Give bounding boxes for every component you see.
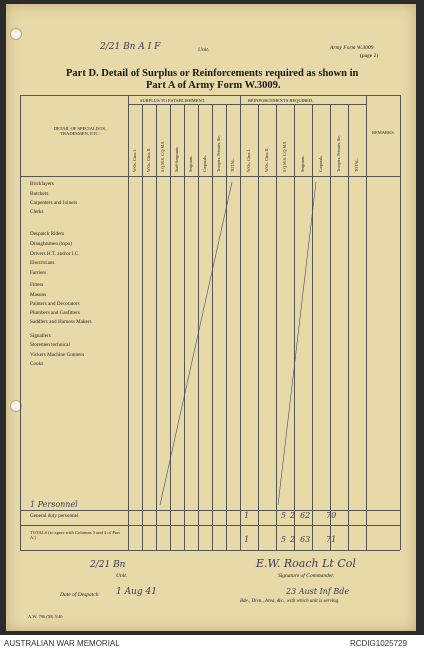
reinforcement-col-header: Sergeants. <box>300 155 305 172</box>
surplus-col-header: W.Os. Class II. <box>146 147 151 172</box>
general-duty-value: 62 <box>300 511 311 520</box>
remarks-header: REMARKS. <box>372 130 395 135</box>
row-label: Masons <box>30 292 47 298</box>
unit-label: Unit. <box>198 47 210 53</box>
date-label: Date of Despatch <box>60 592 99 598</box>
commander-signature: E.W. Roach Lt Col <box>256 557 356 570</box>
totals-value: 71 <box>326 535 337 544</box>
row-label: Draughtsmen (topo) <box>30 241 72 247</box>
row-label: Despatch Riders <box>30 231 65 237</box>
page-number: (page 2) <box>360 53 379 59</box>
archive-id: RCDIG1025729 <box>350 639 407 648</box>
general-duty-value: 1 <box>244 511 250 520</box>
row-label: Electricians <box>30 260 55 266</box>
row-label: Carpenters and Joiners <box>30 200 78 206</box>
reinforcement-col-header: TOTAL. <box>354 158 359 172</box>
form-title-line2: Part A of Army Form W.3009. <box>146 80 281 91</box>
bde-handwritten: 23 Aust Inf Bde <box>286 587 350 596</box>
surplus-col-header: Corporals. <box>202 155 207 172</box>
form-title-line1: Part D. Detail of Surplus or Reinforcements required as shown in <box>66 68 359 79</box>
surplus-col-header: Staff-Sergeants. <box>174 146 179 172</box>
reinforcement-col-header: S.Q.M.S. C.Q.M.S. <box>282 140 287 172</box>
row-label: Signallers <box>30 333 51 339</box>
unit-handwritten: 2/21 Bn A I F <box>100 42 161 52</box>
archive-source: AUSTRALIAN WAR MEMORIAL <box>4 639 120 648</box>
surplus-col-header: W.Os. Class I. <box>132 149 137 172</box>
totals-label: TOTALS (to agree with Columns 3 and 4 of Part A.) <box>30 530 120 540</box>
archive-footer <box>0 637 424 653</box>
reinforcement-col-header: Troopers, Privates, &c. <box>336 134 341 172</box>
totals-value: 2 <box>290 535 296 544</box>
row-label: Drivers H.T. and/or I.C. <box>30 251 80 257</box>
form-number: Army Form W.3009 <box>330 45 374 51</box>
totals-value: 63 <box>300 535 311 544</box>
surplus-header: SURPLUS TO ESTABLISHMENT. <box>140 98 206 103</box>
surplus-col-header: Troopers, Privates, &c. <box>216 134 221 172</box>
row-label: Painters and Decorators <box>30 301 80 307</box>
reinforcement-col-header: W.Os. Class II. <box>264 147 269 172</box>
detail-header: DETAIL OF SPECIALISTS, TRADESMEN, ETC. <box>53 126 107 136</box>
row-label: Saddlers and Harness Makers <box>30 319 92 325</box>
handwritten-personnel: 1 Personnel <box>30 500 78 509</box>
print-code: A.W. 796 (M) 5/40 <box>28 614 63 619</box>
reinforcement-col-header: W.Os. Class I. <box>246 149 251 172</box>
general-duty-label: General duty personnel <box>30 513 79 519</box>
row-label: Butchers <box>30 191 49 197</box>
row-label: Farriers <box>30 270 47 276</box>
row-label: Clerks <box>30 209 44 215</box>
signature-label: Signature of Commander. <box>278 573 335 579</box>
surplus-col-header: Sergeants. <box>188 155 193 172</box>
unit-label-footer: Unit. <box>116 573 128 579</box>
row-label: Fitters <box>30 282 44 288</box>
date-handwritten: 1 Aug 41 <box>116 587 157 597</box>
unit-handwritten-footer: 2/21 Bn <box>90 560 126 570</box>
row-label: Plumbers and Gasfitters <box>30 310 80 316</box>
row-label: Cooks <box>30 361 44 367</box>
general-duty-value: 70 <box>326 511 337 520</box>
surplus-col-header: S.Q.M.S. C.Q.M.S. <box>160 140 165 172</box>
row-label: Storemen technical <box>30 342 70 348</box>
general-duty-value: 2 <box>290 511 296 520</box>
surplus-col-header: TOTAL. <box>230 158 235 172</box>
row-label: Vickers Machine Gunners <box>30 352 85 358</box>
reinforcements-header: REINFORCEMENTS REQUIRED. <box>248 98 314 103</box>
reinforcement-col-header: Corporals. <box>318 155 323 172</box>
general-duty-value: 5 <box>281 511 287 520</box>
row-label: Bricklayers <box>30 181 54 187</box>
bde-label: Bde., Divn., Area, &c., with which unit is serving. <box>240 599 340 604</box>
totals-value: 5 <box>281 535 287 544</box>
totals-value: 1 <box>244 535 250 544</box>
